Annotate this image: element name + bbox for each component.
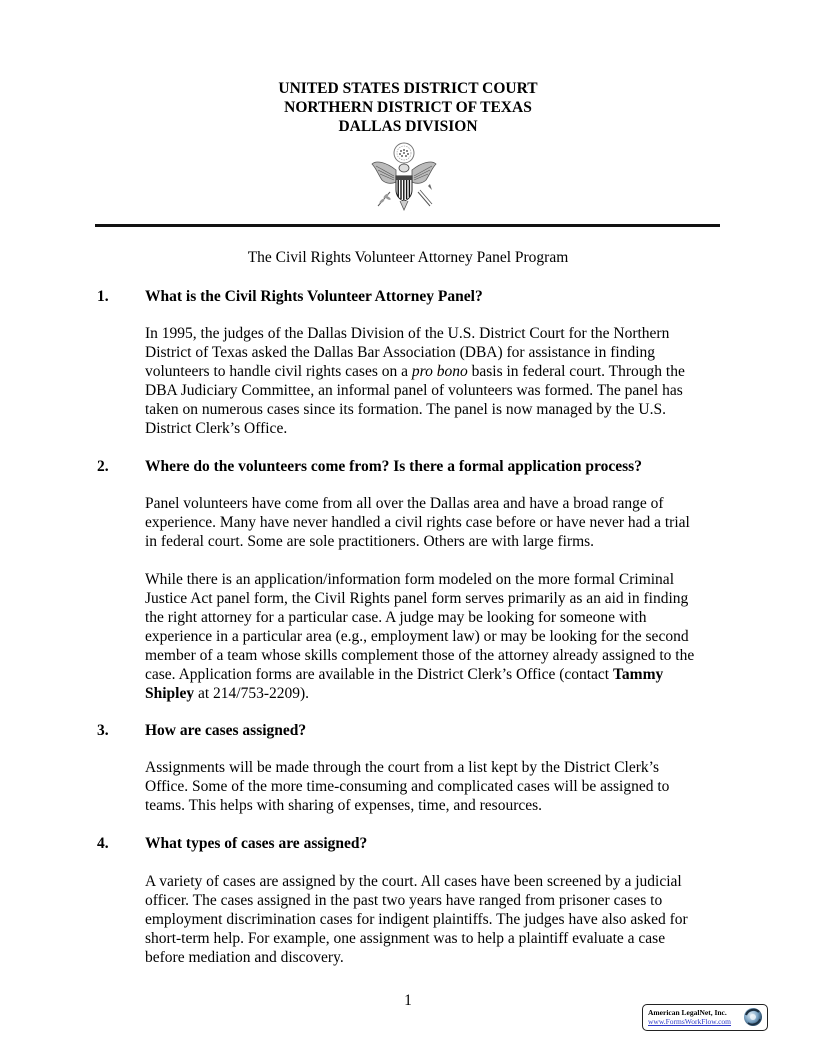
section-number: 4. [97, 835, 109, 852]
text-line: experience. Many have never handled a civil rights case before or have never had a trial [145, 514, 690, 531]
contact-name-first: Tammy [613, 666, 664, 683]
italic-term: pro bono [411, 363, 468, 380]
section-4-paragraph [145, 872, 725, 967]
court-district: NORTHERN DISTRICT OF TEXAS [284, 99, 532, 116]
section-3-paragraph [145, 758, 725, 815]
program-title: The Civil Rights Volunteer Attorney Panel Program [247, 249, 569, 266]
court-header [0, 79, 816, 136]
text-line: taken on numerous cases since its formation. The panel is now managed by the U.S. [145, 401, 666, 418]
vendor-name: American LegalNet, Inc. [648, 1008, 727, 1017]
section-heading-text: Where do the volunteers come from? Is there a formal application process? [145, 458, 642, 475]
text-line: Assignments will be made through the court from a list kept by the District Clerk’s [145, 759, 659, 776]
text-line: DBA Judiciary Committee, an informal panel of volunteers was formed. The panel has [145, 382, 683, 399]
section-number: 3. [97, 722, 109, 739]
section-heading-text: How are cases assigned? [145, 722, 307, 739]
text-line: before mediation and discovery. [145, 949, 344, 966]
text-line: member of a team whose skills complement those of the attorney already assigned to the [145, 647, 695, 664]
text-run: volunteers to handle civil rights cases on a [145, 363, 412, 380]
text-line [145, 684, 725, 703]
section-1-paragraph [145, 324, 725, 438]
text-line: short-term help. For example, one assignment was to help a plaintiff evaluate a case [145, 930, 666, 947]
text-line: Panel volunteers have come from all over the Dallas area and have a broad range of [145, 495, 664, 512]
text-line [145, 362, 725, 381]
text-line [145, 665, 725, 684]
court-name: UNITED STATES DISTRICT COURT [278, 80, 538, 97]
text-line: teams. This helps with sharing of expenses, time, and resources. [145, 797, 543, 814]
vendor-logo[interactable] [642, 1004, 768, 1031]
text-line: Justice Act panel form, the Civil Rights panel form serves primarily as an aid in finding [145, 590, 689, 607]
contact-name-last: Shipley [145, 685, 195, 702]
section-number: 2. [97, 458, 109, 475]
text-line: the right attorney for a particular case. A judge may be looking for someone with [145, 609, 647, 626]
vendor-url-link[interactable]: www.FormsWorkFlow.com [648, 1017, 732, 1026]
section-2-paragraph-2 [145, 570, 725, 703]
text-line: In 1995, the judges of the Dallas Division of the U.S. District Court for the Northern [145, 325, 670, 342]
section-1-heading [97, 287, 483, 306]
section-heading-text: What types of cases are assigned? [145, 835, 368, 852]
text-line: officer. The cases assigned in the past two years have ranged from prisoner cases to [145, 892, 663, 909]
text-line: in federal court. Some are sole practitioners. Others are with large firms. [145, 533, 595, 550]
text-run: case. Application forms are available in the District Clerk’s Office (contact [145, 666, 613, 683]
text-line: District of Texas asked the Dallas Bar Association (DBA) for assistance in finding [145, 344, 656, 361]
section-number: 1. [97, 288, 109, 305]
section-3-heading [97, 721, 306, 740]
text-line: A variety of cases are assigned by the court. All cases have been screened by a judicial [145, 873, 682, 890]
section-2-paragraph-1 [145, 494, 725, 551]
page-number: 1 [404, 992, 412, 1009]
header-divider [95, 224, 720, 227]
great-seal-eagle-icon [366, 140, 442, 214]
globe-icon [743, 1007, 763, 1027]
text-line: experience in a particular area (e.g., employment law) or may be looking for the second [145, 628, 689, 645]
text-run: basis in federal court. Through the [467, 363, 685, 380]
text-line: employment discrimination cases for indigent plaintiffs. The judges have also asked for [145, 911, 688, 928]
section-2-heading [97, 457, 642, 476]
section-4-heading [97, 834, 367, 853]
contact-phone-text: at 214/753-2209). [194, 685, 310, 702]
text-line: Office. Some of the more time-consuming and complicated cases will be assigned to [145, 778, 670, 795]
court-division: DALLAS DIVISION [338, 118, 478, 135]
text-line: District Clerk’s Office. [145, 420, 288, 437]
text-line: While there is an application/information form modeled on the more formal Criminal [145, 571, 674, 588]
section-heading-text: What is the Civil Rights Volunteer Attorney Panel? [145, 288, 483, 305]
